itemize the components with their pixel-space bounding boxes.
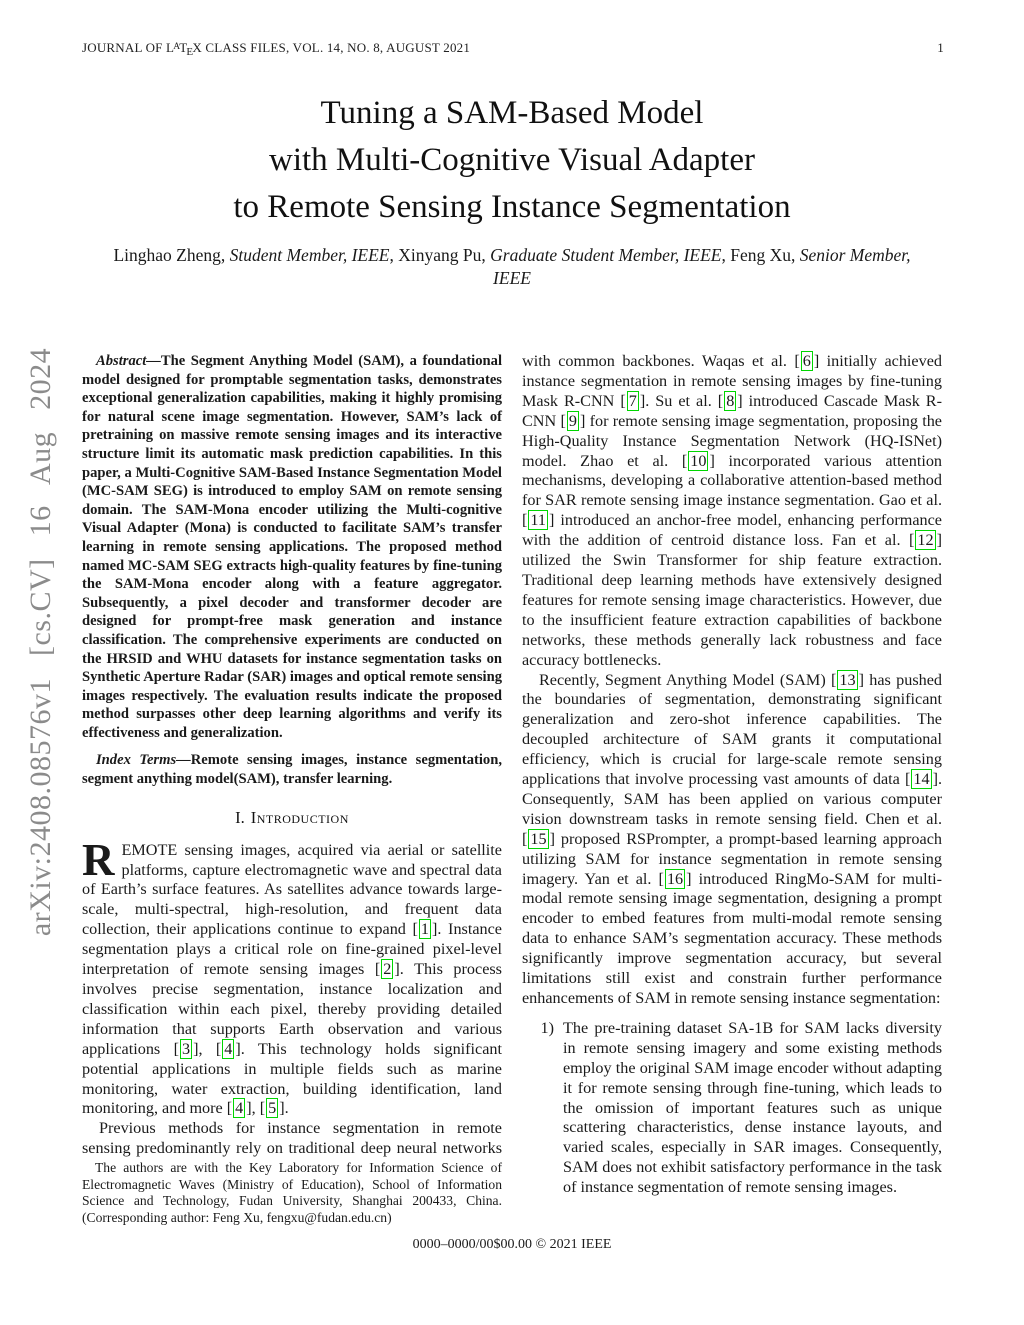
intro-paragraph-3: with common backbones. Waqas et al. [ 6 ] initially achieved instance segmentation in remote sensing images by fine-tuning Mask R-CNN [ 7 ]. Su et al. [ 8 ] introduced Cascade Mask R-CNN [ 9 ] for remote sensing image segmentation, proposing the High-Quality Instance Segmentation Network (HQ-ISNet) model. Zhao et al. [ 10 ] incorporated various attention mechanisms, developing a collaborative attention-based method for SAR remote sensing image instance segmentation. Gao et al. [ 11 ] introduced an anchor-free model, enhancing performance with the addition of centroid distance loss. Fan et al. [ 12 ] utilized the Swin Transformer for ship feature extraction. Traditional deep learning methods have extensively designed features for remote sensing image characteristics. However, due to the insufficient feature extraction capabilities of backbone networks, these methods generally lack robustness and face accuracy bottlenecks. bbox=[522, 352, 943, 669]
author-1-role: Student Member, IEEE bbox=[229, 245, 390, 265]
abstract bbox=[82, 352, 502, 742]
title-line-1: Tuning a SAM-Based Model bbox=[320, 95, 704, 131]
author-1: Linghao Zheng, bbox=[113, 245, 230, 265]
author-separator-2: , bbox=[721, 245, 731, 265]
journal-name-text: JOURNAL OF L bbox=[82, 40, 175, 55]
right-column bbox=[522, 352, 942, 1198]
journal-name-rest: X CLASS FILES, VOL. 14, NO. 8, AUGUST 2021 bbox=[192, 40, 471, 55]
citation-link[interactable]: 4 bbox=[235, 1099, 244, 1118]
author-3-role: Senior Member, IEEE bbox=[493, 245, 911, 288]
intro-paragraph-4: Recently, Segment Anything Model (SAM) [ 13 ] has pushed the boundaries of segmentation, demonstrating significant generalization and zero-shot inference capabilities. The decoupled architecture of SAM grants it computational efficiency, which is crucial for large-scale remote sensing applications that involve processing vast amounts of data [ 14 ]. Consequently, SAM has been applied on various computer vision downstream tasks in remote sensing field. Chen et al. [ 15 ] proposed RSPrompter, a prompt-based learning approach utilizing SAM for instance segmentation in remote sensing imagery. Yan et al. [ 16 ] introduced RingMo-SAM for multi-modal remote sensing image segmentation, designing a prompt encoder to embed features from multi-modal remote sensing data to enhance SAM’s segmentation accuracy. These methods significantly improve segmentation accuracy, but several limitations still exist and constrain further performance enhancements of SAM in remote sensing instance segmentation: bbox=[522, 670, 942, 1007]
author-separator-1: , bbox=[389, 245, 399, 265]
citation-link[interactable]: 11 bbox=[530, 511, 546, 530]
index-terms-text: Remote sensing images, instance segmentation, segment anything model(SAM), transfer learning. bbox=[82, 752, 502, 788]
paper-title bbox=[0, 90, 1024, 231]
journal-name bbox=[82, 40, 470, 58]
section-title: Introduction bbox=[250, 807, 349, 827]
citation-link[interactable]: 2 bbox=[383, 960, 392, 979]
intro-paragraph-1: REMOTE sensing images, acquired via aerial or satellite platforms, capture electromagnetic wave and spectral data of Earth’s surface features. As satellites advance towards large-scale, multi-spectral, high-resolution, and frequent data collection, their applications continue to expand [ 1 ]. Instance segmentation plays a critical role on fine-grained pixel-level interpretation of remote sensing images [ 2 ]. This process involves precise segmentation, instance localization and classification within each pixel, thereby providing detailed information that supports Earth observation and various applications [ 3 ], [ 4 ]. This technology holds significant potential applications in multiple fields such as marine monitoring, water extraction, building identification, land monitoring, and more [ 4 ], [ 5 ]. bbox=[82, 834, 503, 1118]
latex-logo-t: T bbox=[179, 40, 188, 55]
left-column bbox=[82, 352, 502, 1159]
citation-link[interactable]: 6 bbox=[802, 352, 811, 370]
citation-link[interactable]: 12 bbox=[917, 531, 934, 550]
citation-link[interactable]: 4 bbox=[224, 1039, 233, 1058]
citation-link[interactable]: 9 bbox=[568, 411, 577, 430]
citation-link[interactable]: 10 bbox=[690, 451, 707, 470]
section-heading-introduction bbox=[82, 808, 502, 828]
author-2: Xinyang Pu, bbox=[398, 245, 491, 265]
abstract-text: The Segment Anything Model (SAM), a foundational model designed for promptable segmentation tasks, demonstrates exceptional generalization capabilities, making it highly promising for natural scene image segmentation. However, SAM’s lack of pretraining on massive remote sensing images and its interactive structure limit its automatic mask prediction capabilities. In this paper, a Multi-Cognitive SAM-Based Instance Segmentation Model (MC-SAM SEG) is introduced to employ SAM on remote sensing domain. The SAM-Mona encoder utilizing the Multi-cognitive Visual Adapter (Mona) is conducted to facilitate SAM’s transfer learning in remote sensing applications. The proposed method named MC-SAM SEG extracts high-quality features by fine-tuning the SAM-Mona encoder along with a feature aggregator. Subsequently, a pixel decoder and transformer decoder are designed for prompt-free mask generation and instance classification. The comprehensive experiments are conducted on the HRSID and WHU datasets for instance segmentation tasks on Synthetic Aperture Radar (SAR) images and optical remote sensing images respectively. The evaluation results indicate the proposed method surpasses other deep learning algorithms and verify its effectiveness and generalization. bbox=[82, 353, 502, 741]
list-item-text: The pre-training dataset SA-1B for SAM lacks diversity in remote sensing imagery and some existing methods employ the original SAM image encoder without adapting it for remote sensing through fine-tuning, which leads to the omission of important features such as unique scattering characteristics, dense instance layouts, and varied scales, especially in SAR images. Consequently, SAM does not exhibit satisfactory performance in the task of instance segmentation of remote sensing images. bbox=[563, 1018, 942, 1197]
author-2-role: Graduate Student Member, IEEE bbox=[490, 245, 722, 265]
citation-link[interactable]: 8 bbox=[726, 391, 735, 410]
citation-link[interactable]: 1 bbox=[420, 920, 429, 939]
drop-cap: R bbox=[82, 834, 115, 885]
citation-link[interactable]: 13 bbox=[839, 670, 856, 689]
citation-link[interactable]: 16 bbox=[666, 869, 684, 888]
citation-link[interactable]: 14 bbox=[913, 770, 930, 789]
author-footnote: The authors are with the Key Laboratory for Information Science of Electromagnetic Waves (Ministry of Education), School of Information Science and Technology, Fudan University, Shanghai 200433, China. (Corresponding author: Feng Xu, fengxu@fudan.edu.cn) bbox=[82, 1160, 502, 1225]
author-3: Feng Xu, bbox=[730, 245, 800, 265]
copyright-footer: 0000–0000/00$00.00 © 2021 IEEE bbox=[412, 1237, 612, 1252]
latex-logo-a: A bbox=[173, 42, 181, 52]
author-line bbox=[112, 244, 912, 290]
citation-link[interactable]: 15 bbox=[530, 829, 547, 848]
arxiv-watermark: arXiv:2408.08576v1 [cs.CV] 16 Aug 2024 bbox=[24, 347, 57, 937]
list-item-number: 1) bbox=[540, 1018, 554, 1037]
abstract-label: Abstract— bbox=[96, 353, 161, 369]
latex-logo-e: E bbox=[186, 45, 194, 58]
running-header bbox=[82, 40, 944, 58]
page-number: 1 bbox=[937, 40, 944, 55]
title-line-3: to Remote Sensing Instance Segmentation bbox=[233, 189, 791, 225]
index-terms-label: Index Terms— bbox=[96, 752, 191, 769]
section-number: I. bbox=[235, 807, 245, 827]
index-terms bbox=[82, 751, 502, 788]
citation-link[interactable]: 5 bbox=[268, 1099, 277, 1118]
limitation-item-1 bbox=[522, 1019, 942, 1198]
citation-link[interactable]: 7 bbox=[628, 391, 637, 410]
title-line-2: with Multi-Cognitive Visual Adapter bbox=[269, 142, 755, 178]
intro-paragraph-2: Previous methods for instance segmentation in remote sensing predominantly rely on traditional deep neural networks bbox=[82, 1119, 502, 1158]
citation-link[interactable]: 3 bbox=[181, 1039, 191, 1058]
